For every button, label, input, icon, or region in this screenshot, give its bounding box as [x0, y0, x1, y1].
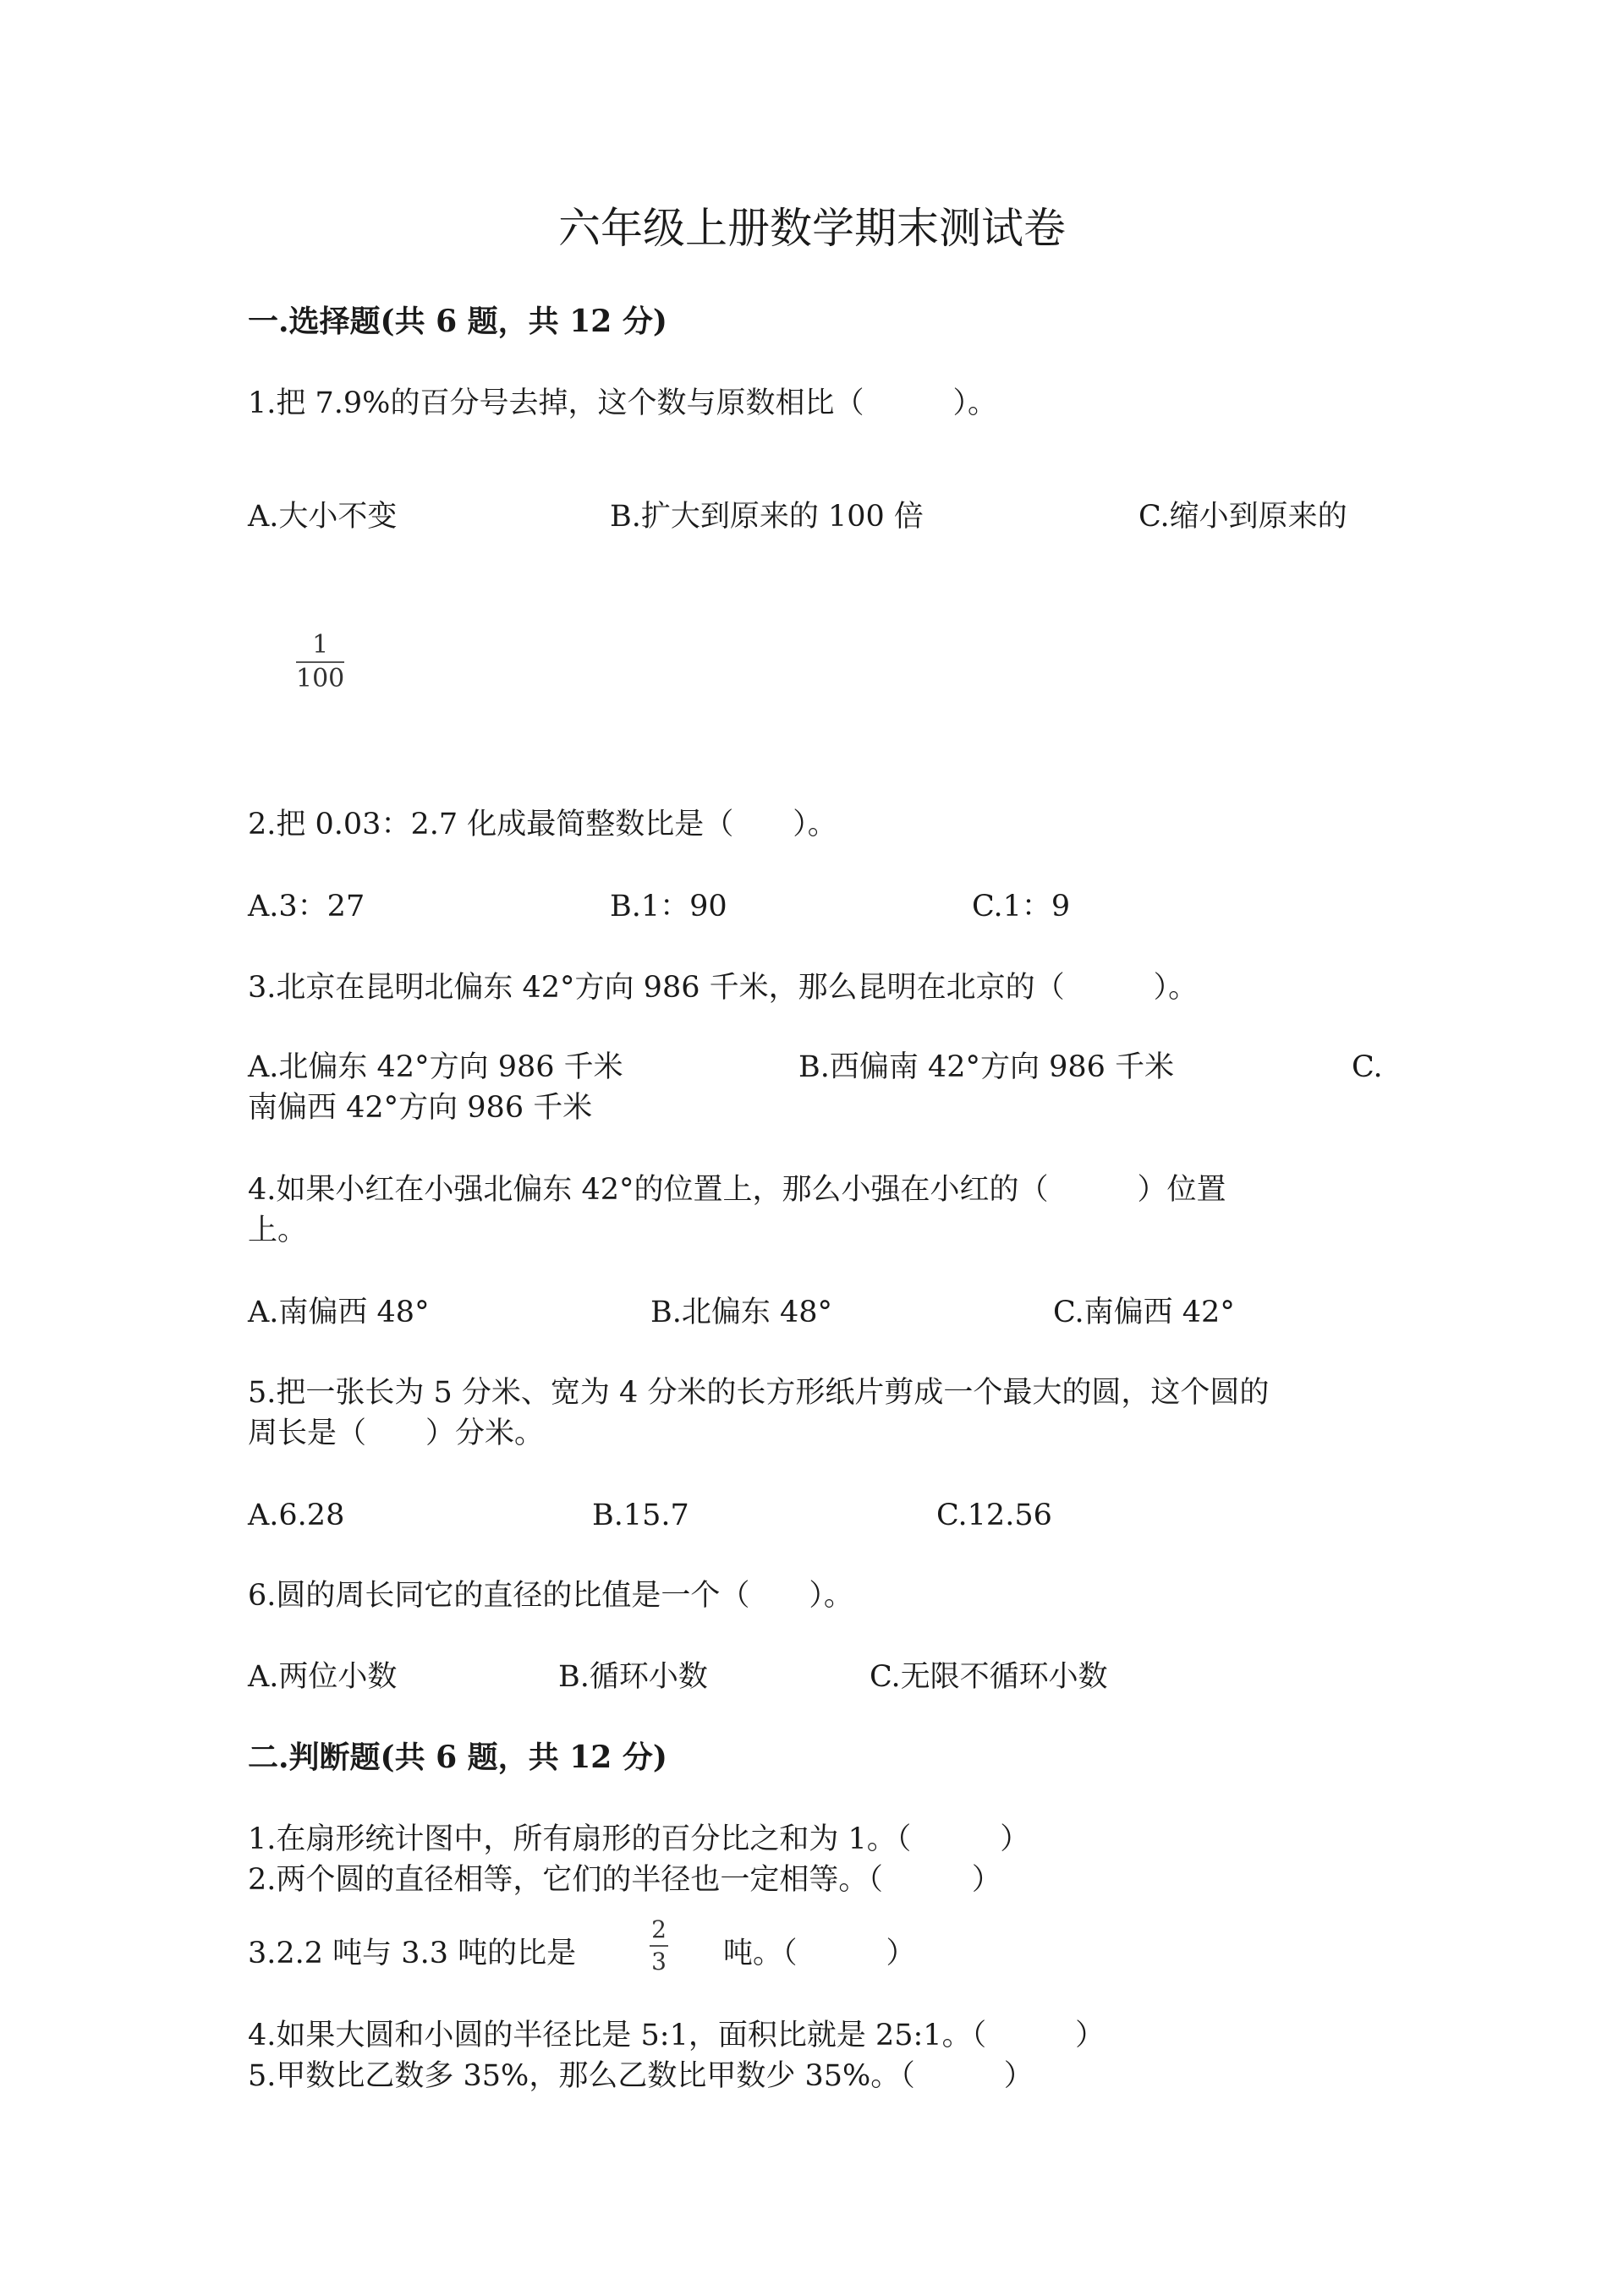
- question-1-option-b: B.扩大到原来的 100 倍: [610, 500, 924, 534]
- fraction-denominator: 100: [296, 664, 345, 693]
- judgement-3-fraction: [650, 1915, 668, 1975]
- question-6-option-c: C.无限不循环小数: [870, 1660, 1108, 1694]
- judgement-2: 2.两个圆的直径相等，它们的半径也一定相等。（ ）: [248, 1863, 1001, 1897]
- judgement-1: 1.在扇形统计图中，所有扇形的百分比之和为 1。（ ）: [248, 1822, 1030, 1856]
- judgement-4: 4.如果大圆和小圆的半径比是 5:1，面积比就是 25:1。（ ）: [248, 2019, 1106, 2052]
- question-2-option-c: C.1：9: [972, 890, 1071, 923]
- question-1-option-a: A.大小不变: [248, 500, 398, 534]
- question-4-stem-line-1: 4.如果小红在小强北偏东 42°的位置上，那么小强在小红的（ ）位置: [248, 1173, 1226, 1207]
- question-1-option-c-fraction: [296, 630, 345, 693]
- section-heading-choice: 一.选择题(共 6 题，共 12 分): [248, 304, 667, 339]
- page-title: 六年级上册数学期末测试卷: [558, 204, 1066, 253]
- question-6-option-a: A.两位小数: [248, 1660, 398, 1694]
- question-5-stem-line-1: 5.把一张长为 5 分米、宽为 4 分米的长方形纸片剪成一个最大的圆，这个圆的: [248, 1376, 1270, 1410]
- judgement-3-before: 3.2.2 吨与 3.3 吨的比是: [248, 1937, 577, 1970]
- question-5-option-c: C.12.56: [936, 1499, 1052, 1532]
- question-3-stem: 3.北京在昆明北偏东 42°方向 986 千米，那么昆明在北京的（ ）。: [248, 971, 1199, 1005]
- question-4-option-a: A.南偏西 48°: [248, 1296, 430, 1329]
- question-4-option-b: B.北偏东 48°: [650, 1296, 833, 1329]
- question-2-stem: 2.把 0.03：2.7 化成最简整数比是（ ）。: [248, 808, 837, 841]
- question-3-option-c-text: 南偏西 42°方向 986 千米: [248, 1091, 593, 1125]
- fraction-numerator: 1: [312, 630, 329, 660]
- question-3-option-c: C.: [1352, 1050, 1383, 1084]
- section-heading-judgement: 二.判断题(共 6 题，共 12 分): [248, 1740, 667, 1775]
- question-5-stem-line-2: 周长是（ ）分米。: [248, 1417, 545, 1450]
- judgement-3-after: 吨。（ ）: [723, 1937, 916, 1970]
- question-4-stem-line-2: 上。: [248, 1214, 308, 1247]
- question-3-option-b: B.西偏南 42°方向 986 千米: [798, 1050, 1175, 1084]
- question-3-option-a: A.北偏东 42°方向 986 千米: [248, 1050, 623, 1084]
- judgement-5: 5.甲数比乙数多 35%，那么乙数比甲数少 35%。（ ）: [248, 2059, 1034, 2093]
- question-4-option-c: C.南偏西 42°: [1053, 1296, 1235, 1329]
- question-1-option-c: C.缩小到原来的: [1138, 500, 1347, 534]
- question-6-option-b: B.循环小数: [558, 1660, 708, 1694]
- fraction-bar: [650, 1945, 668, 1947]
- question-2-option-b: B.1：90: [610, 890, 727, 923]
- question-6-stem: 6.圆的周长同它的直径的比值是一个（ ）。: [248, 1579, 853, 1613]
- fraction-denominator: 3: [651, 1948, 667, 1975]
- question-5-option-a: A.6.28: [248, 1499, 345, 1532]
- fraction-bar: [296, 661, 344, 663]
- question-2-option-a: A.3：27: [248, 890, 365, 923]
- question-5-option-b: B.15.7: [592, 1499, 689, 1532]
- fraction-numerator: 2: [651, 1915, 667, 1943]
- question-1-stem: 1.把 7.9%的百分号去掉，这个数与原数相比（ ）。: [248, 386, 997, 420]
